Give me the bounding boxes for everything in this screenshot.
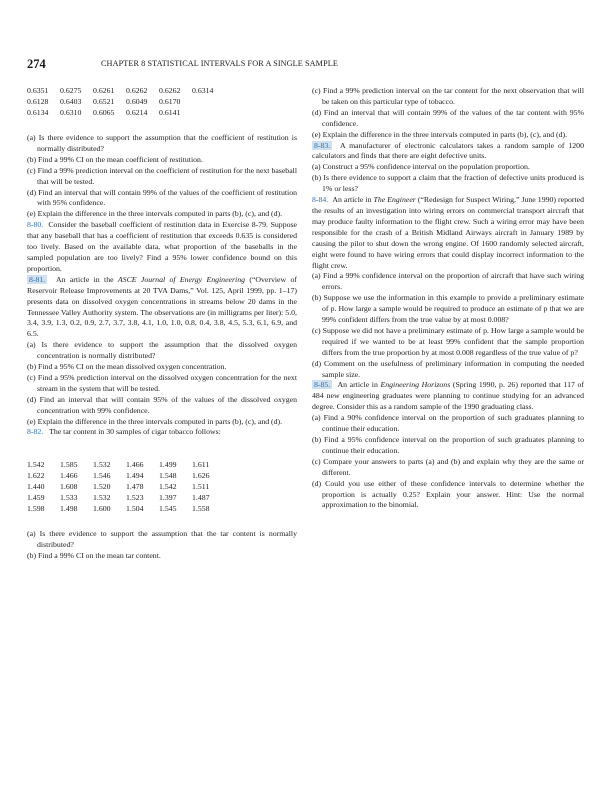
- exercise-part: (b) Find a 99% CI on the mean coefficient of restitution.: [27, 154, 203, 164]
- table-cell: 0.6403: [60, 97, 82, 106]
- exercise-82-parts-continued: [312, 86, 584, 141]
- exercise-number: 8-83.: [314, 140, 331, 150]
- table-cell: 1.542: [159, 482, 177, 492]
- journal-title: Engineering Horizons: [380, 380, 451, 390]
- exercise-text: A manufacturer of electronic calculators takes a random sample of 1200 calculators and finds that there are eight defective units.: [312, 140, 584, 161]
- table-cell: 1.504: [126, 504, 144, 514]
- table-cell: 0.6314: [192, 86, 214, 95]
- exercise-85: [312, 380, 584, 413]
- exercise-part: (a) Is there evidence to support the assumption that the dissolved oxygen concentration is normally distributed?: [27, 340, 297, 361]
- exercise-number: 8-81.: [29, 274, 46, 284]
- exercise-number: 8-82.: [27, 427, 44, 437]
- table-cell: 1.626: [192, 471, 210, 481]
- table-cell: 0.6262: [159, 86, 181, 95]
- exercise-82-parts: [27, 529, 297, 562]
- exercise-part: (d) Could you use either of these confidence intervals to determine whether the proportion is actually 0.25? Explain your answer. Hint: Use the normal approximation to the binomial.: [312, 478, 584, 510]
- table-row: [27, 471, 225, 482]
- exercise-text: The tar content in 30 samples of cigar tobacco follows:: [49, 427, 221, 437]
- exercise-part: (d) Find an interval that will contain 99% of the values of the coefficient of restitution with 95% confidence.: [27, 187, 297, 208]
- journal-title: ASCE Journal of Energy Engineering: [117, 274, 245, 284]
- table-cell: 1.498: [60, 504, 78, 514]
- exercise-83-parts: [312, 162, 584, 195]
- table-cell: 0.6521: [93, 97, 115, 106]
- table-cell: 0.6141: [159, 108, 181, 117]
- table-cell: 0.6351: [27, 86, 49, 95]
- left-column: [27, 86, 297, 562]
- table-cell: 1.459: [27, 493, 45, 503]
- exercise-part: (d) Find an interval that will contain 95% of the values of the dissolved oxygen concentration with 99% confidence.: [27, 394, 297, 415]
- exercise-80: [27, 220, 297, 275]
- running-head: CHAPTER 8 STATISTICAL INTERVALS FOR A SINGLE SAMPLE: [101, 59, 338, 68]
- table-row: [27, 493, 225, 504]
- table-cell: 1.532: [93, 460, 111, 470]
- table-cell: 0.6134: [27, 108, 49, 117]
- table-cell: 1.533: [60, 493, 78, 503]
- table-row: [27, 460, 225, 471]
- table-cell: 1.520: [93, 482, 111, 492]
- exercise-84: [312, 195, 584, 271]
- table-cell: 1.546: [93, 471, 111, 481]
- table-cell: 1.585: [60, 460, 78, 470]
- restitution-data-table: [27, 86, 225, 119]
- table-cell: 0.6261: [93, 86, 115, 95]
- exercise-part: (a) Construct a 95% confidence interval on the population proportion.: [312, 162, 530, 172]
- exercise-part: (c) Find a 95% prediction interval on the dissolved oxygen concentration for the next stream in the system that will be tested.: [27, 372, 297, 393]
- exercise-part: (a) Find a 90% confidence interval on the proportion of such graduates planning to continue their education.: [312, 413, 584, 434]
- exercise-text: Consider the baseball coefficient of restitution data in Exercise 8-79. Suppose that any baseball that has a coefficient of restitution that exceeds 0.635 is considered too lively. Based on the available data, what proportion of the baseballs in the sampled population are too lively? Find a 95% lower confidence bound on this proportion.: [27, 220, 297, 273]
- exercise-83: [312, 141, 584, 163]
- table-cell: 1.523: [126, 493, 144, 503]
- exercise-part: (e) Explain the difference in the three intervals computed in parts (b), (c), and (d).: [27, 209, 283, 219]
- table-cell: 1.440: [27, 482, 45, 492]
- exercise-text: (“Redesign for Suspect Wiring,” June 1990) reported the results of an investigation into wiring errors on commercial transport aircraft that may produce faulty information to the flight crew. Such a wiring error may have been responsible for the crash of a British Midland Airways aircraft in January 1989 by causing the pilot to shut down the wrong engine. Of 1600 randomly selected aircraft, eight were found to have wiring errors that could display incorrect information to the flight crew.: [312, 195, 584, 270]
- exercise-79-parts: [27, 133, 297, 220]
- exercise-part: (c) Find a 99% prediction interval on the tar content for the next observation that will be taken on this particular type of tobacco.: [312, 86, 584, 106]
- table-cell: 0.6262: [126, 86, 148, 95]
- exercise-text: An article in the: [55, 274, 118, 284]
- exercise-part: (d) Comment on the usefulness of preliminary information in computing the needed sample size.: [312, 358, 584, 379]
- table-cell: 0.6214: [126, 108, 148, 117]
- tar-content-data-table: [27, 460, 225, 515]
- table-cell: 0.6065: [93, 108, 115, 117]
- table-cell: 1.494: [126, 471, 144, 481]
- table-cell: 1.598: [27, 504, 45, 514]
- exercise-text: An article in: [337, 380, 381, 390]
- exercise-part: (d) Find an interval that will contain 99% of the values of the tar content with 95% confidence.: [312, 107, 584, 128]
- exercise-part: (b) Suppose we use the information in this example to provide a preliminary estimate of p. How large a sample would be required to produce an estimate of p that we are 99% confident differs from the true value by at most 0.008?: [312, 293, 584, 325]
- exercise-82: [27, 427, 297, 438]
- table-cell: 0.6049: [126, 97, 148, 106]
- exercise-81: [27, 275, 297, 340]
- page-number: 274: [27, 57, 46, 71]
- exercise-part: (e) Explain the difference in the three intervals computed in parts (b), (c), and (d).: [27, 416, 283, 426]
- table-cell: 1.397: [159, 493, 177, 503]
- table-row: [27, 97, 225, 108]
- table-cell: 1.608: [60, 482, 78, 492]
- exercise-85-parts: [312, 413, 584, 511]
- exercise-part: (a) Find a 99% confidence interval on the proportion of aircraft that have such wiring errors.: [312, 271, 584, 292]
- table-cell: 1.499: [159, 460, 177, 470]
- exercise-number: 8-80.: [27, 220, 44, 230]
- exercise-part: (b) Find a 95% CI on the mean dissolved oxygen concentration.: [27, 362, 227, 372]
- page-header: [27, 57, 587, 71]
- table-cell: 0.6128: [27, 97, 49, 106]
- table-cell: 1.611: [192, 460, 210, 470]
- exercise-number: 8-85.: [314, 380, 331, 390]
- exercise-part: (a) Is there evidence to support the assumption that the tar content is normally distributed?: [27, 529, 297, 550]
- table-cell: 1.542: [27, 460, 45, 470]
- exercise-part: (c) Find a 99% prediction interval on the coefficient of restitution for the next baseball that will be tested.: [27, 165, 297, 186]
- table-cell: 0.6310: [60, 108, 82, 117]
- table-cell: [192, 97, 225, 108]
- table-cell: 1.545: [159, 504, 177, 514]
- table-cell: 1.548: [159, 471, 177, 481]
- table-cell: 0.6170: [159, 97, 181, 106]
- table-row: [27, 108, 225, 119]
- table-row: [27, 504, 225, 515]
- exercise-part: (c) Compare your answers to parts (a) and (b) and explain why they are the same or different.: [312, 456, 584, 477]
- table-cell: 1.511: [192, 482, 210, 492]
- table-row: [27, 482, 225, 493]
- exercise-part: (e) Explain the difference in the three intervals computed in parts (b), (c), and (d).: [312, 129, 568, 139]
- exercise-part: (b) Is there evidence to support a claim that the fraction of defective units produced is 1% or less?: [312, 173, 584, 194]
- table-cell: 1.487: [192, 493, 210, 503]
- exercise-text: An article in: [332, 195, 374, 205]
- table-cell: 1.466: [126, 460, 144, 470]
- exercise-84-parts: [312, 271, 584, 380]
- table-cell: 1.478: [126, 482, 144, 492]
- right-column: [312, 86, 584, 511]
- table-cell: 0.6275: [60, 86, 82, 95]
- table-cell: 1.600: [93, 504, 111, 514]
- journal-title: The Engineer: [373, 195, 416, 205]
- exercise-part: (c) Suppose we did not have a preliminary estimate of p. How large a sample would be required if we wanted to be at least 99% confident that the sample proportion differs from the true proportion by at most 0.008 regardless of the true value of p?: [312, 325, 584, 357]
- exercise-part: (b) Find a 95% confidence interval on the proportion of such graduates planning to continue their education.: [312, 435, 584, 455]
- table-cell: [192, 108, 225, 119]
- table-row: [27, 86, 225, 97]
- table-cell: 1.558: [192, 504, 210, 514]
- table-cell: 1.532: [93, 493, 111, 503]
- exercise-part: (b) Find a 99% CI on the mean tar content.: [27, 551, 161, 561]
- exercise-text: (Spring 1990, p. 26) reported that 117 of 484 new engineering graduates were planning to continue studying for an advanced degree. Consider this as a random sample of the 1990 graduating class.: [312, 380, 584, 412]
- exercise-number: 8-84.: [312, 195, 329, 205]
- exercise-part: (a) Is there evidence to support the assumption that the coefficient of restitution is normally distributed?: [27, 133, 297, 153]
- exercise-81-parts: [27, 340, 297, 427]
- table-cell: 1.622: [27, 471, 45, 481]
- table-cell: 1.466: [60, 471, 78, 481]
- exercise-text: (“Overview of Reservoir Release Improvements at 20 TVA Dams,” Vol. 125, April 1999, pp. 1–17) presents data on dissolved oxygen concentrations in streams below 20 dams in the Tennessee Valley Authority system. The observations are (in milligrams per liter): 5.0, 3.4, 3.9, 1.3, 0.2, 0.9, 2.7, 3.7, 3.8, 4.1, 1.0, 1.0, 0.8, 0.4, 3.8, 4.5, 5.3, 6.1, 6.9, and 6.5.: [27, 274, 297, 339]
